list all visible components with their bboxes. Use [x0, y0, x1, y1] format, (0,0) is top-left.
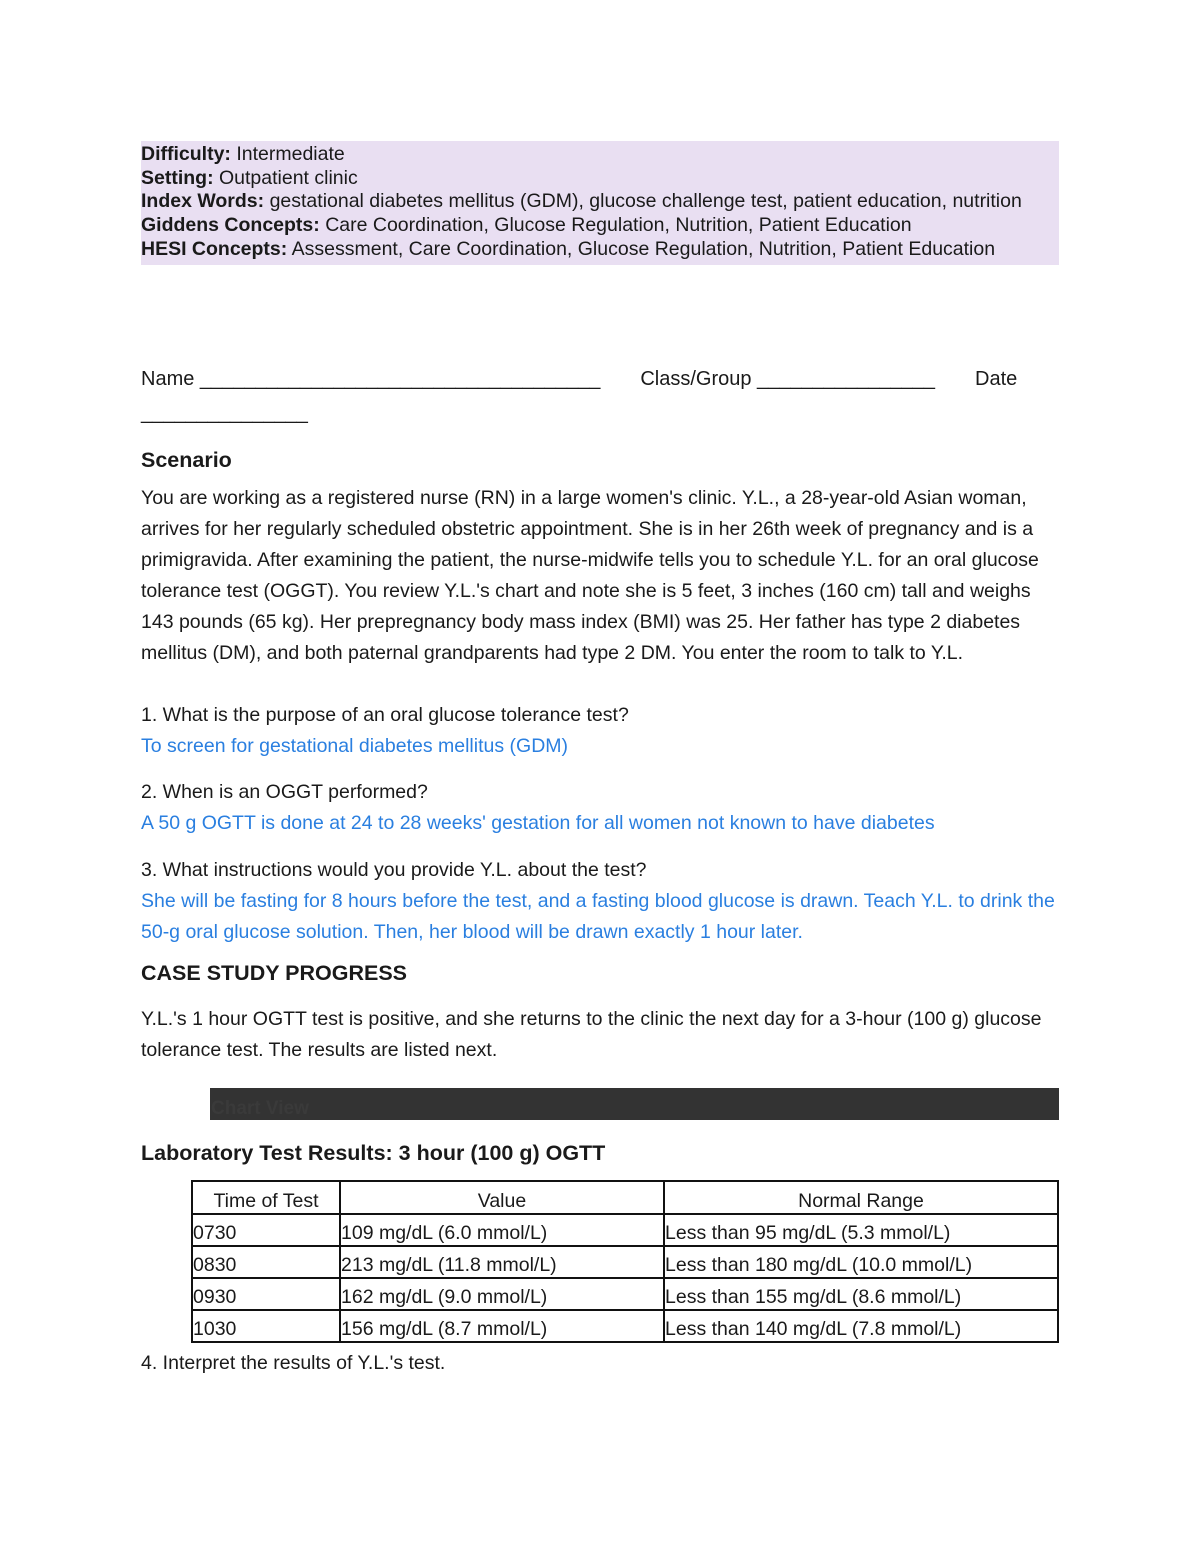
header-normal-range: Normal Range — [664, 1181, 1058, 1214]
table-row — [192, 1246, 1058, 1278]
date-label: Date — [975, 368, 1018, 390]
cell-time: 0830 — [192, 1246, 340, 1278]
case-metadata — [141, 141, 1059, 265]
date-field[interactable]: _______________ — [141, 402, 308, 424]
chart-view-bar: Chart View — [210, 1088, 1059, 1120]
student-info-line — [141, 368, 1059, 391]
cell-normal-range: Less than 95 mg/dL (5.3 mmol/L) — [664, 1214, 1058, 1246]
cell-normal-range: Less than 155 mg/dL (8.6 mmol/L) — [664, 1278, 1058, 1310]
header-value: Value — [340, 1181, 664, 1214]
index-words-value: gestational diabetes mellitus (GDM), glucose challenge test, patient education, nutrition — [264, 190, 1022, 213]
giddens-label: Giddens Concepts: — [141, 214, 320, 237]
difficulty-label: Difficulty: — [141, 143, 231, 165]
cell-normal-range: Less than 140 mg/dL (7.8 mmol/L) — [664, 1310, 1058, 1342]
answer-2: A 50 g OGTT is done at 24 to 28 weeks' gestation for all women not known to have diabetes — [141, 812, 935, 834]
answer-3: She will be fasting for 8 hours before the test, and a fasting blood glucose is drawn. Teach Y.L. to drink the 50-g oral glucose solution. Then, her blood will be drawn exactly 1 hour later. — [141, 890, 1055, 943]
scenario-heading: Scenario — [141, 448, 232, 472]
cell-time: 1030 — [192, 1310, 340, 1342]
cell-value: 213 mg/dL (11.8 mmol/L) — [340, 1246, 664, 1278]
question-3: 3. What instructions would you provide Y.L. about the test? — [141, 859, 647, 881]
setting-value: Outpatient clinic — [213, 166, 358, 189]
cell-value: 109 mg/dL (6.0 mmol/L) — [340, 1214, 664, 1246]
cell-normal-range: Less than 180 mg/dL (10.0 mmol/L) — [664, 1246, 1058, 1278]
cell-time: 0730 — [192, 1214, 340, 1246]
index-words-line — [141, 190, 1059, 214]
table-header-row — [192, 1181, 1058, 1214]
question-1: 1. What is the purpose of an oral glucose tolerance test? — [141, 704, 629, 726]
table-row — [192, 1278, 1058, 1310]
cell-time: 0930 — [192, 1278, 340, 1310]
answer-1: To screen for gestational diabetes mellitus (GDM) — [141, 735, 569, 757]
giddens-value: Care Coordination, Glucose Regulation, Nutrition, Patient Education — [319, 214, 912, 237]
hesi-line — [141, 238, 1059, 262]
class-group-field[interactable]: Class/Group ________________ — [640, 368, 936, 390]
lab-results-table — [191, 1180, 1059, 1343]
question-2: 2. When is an OGGT performed? — [141, 781, 428, 803]
name-field[interactable]: Name ____________________________________ — [141, 368, 601, 390]
hesi-value: Assessment, Care Coordination, Glucose Regulation, Nutrition, Patient Education — [287, 237, 996, 260]
lab-results-heading: Laboratory Test Results: 3 hour (100 g) OGTT — [141, 1141, 606, 1165]
case-progress-heading: CASE STUDY PROGRESS — [141, 961, 408, 985]
setting-label: Setting: — [141, 166, 214, 189]
question-4: 4. Interpret the results of Y.L.'s test. — [141, 1352, 446, 1374]
scenario-text: You are working as a registered nurse (RN) in a large women's clinic. Y.L., a 28-year-old Asian woman, arrives for her regularly scheduled obstetric appointment. She is in her 26th week of pregnancy and is a primigravida. After examining the patient, the nurse-midwife tells you to schedule Y.L. for an oral glucose tolerance test (OGGT). You review Y.L.'s chart and note she is 5 feet, 3 inches (160 cm) tall and weighs 143 pounds (65 kg). Her prepregnancy body mass index (BMI) was 25. Her father has type 2 diabetes mellitus (DM), and both paternal grandparents had type 2 DM. You enter the room to talk to Y.L. — [141, 487, 1039, 664]
setting-line — [141, 167, 1059, 191]
cell-value: 162 mg/dL (9.0 mmol/L) — [340, 1278, 664, 1310]
difficulty-value: Intermediate — [230, 143, 345, 165]
giddens-line — [141, 214, 1059, 238]
cell-value: 156 mg/dL (8.7 mmol/L) — [340, 1310, 664, 1342]
difficulty-line — [141, 143, 1059, 167]
table-row — [192, 1214, 1058, 1246]
index-words-label: Index Words: — [141, 190, 265, 213]
header-time: Time of Test — [192, 1181, 340, 1214]
case-progress-text: Y.L.'s 1 hour OGTT test is positive, and she returns to the clinic the next day for a 3-hour (100 g) glucose tolerance test. The results are listed next. — [141, 1008, 1042, 1061]
hesi-label: HESI Concepts: — [141, 237, 288, 260]
table-row — [192, 1310, 1058, 1342]
